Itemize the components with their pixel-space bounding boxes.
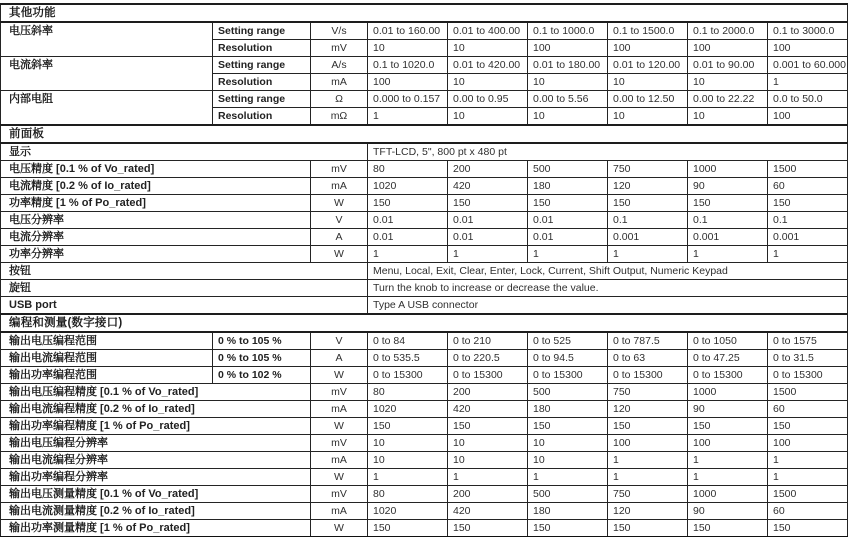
value-cell: 10 <box>688 108 768 126</box>
value-cell: 150 <box>608 195 688 212</box>
value-cell: 10 <box>528 452 608 469</box>
unit-cell: W <box>311 246 368 263</box>
row-label: 输出电压编程范围 <box>1 332 213 350</box>
value-cell: 0.01 <box>448 229 528 246</box>
value-cell: 0.01 to 90.00 <box>688 57 768 74</box>
value-cell: 0.00 to 0.95 <box>448 91 528 108</box>
unit-cell: mV <box>311 384 368 401</box>
value-cell: 150 <box>768 520 848 537</box>
row-label: 旋钮 <box>1 280 368 297</box>
value-cell: 1 <box>768 74 848 91</box>
section-title: 其他功能 <box>1 4 848 22</box>
row-subtype-label: Resolution <box>213 40 311 57</box>
row-label: 功率分辨率 <box>1 246 311 263</box>
value-cell: 0.01 to 160.00 <box>368 22 448 40</box>
row-label: 电流分辨率 <box>1 229 311 246</box>
value-cell: 1000 <box>688 384 768 401</box>
value-cell: 0.00 to 5.56 <box>528 91 608 108</box>
value-cell: TFT-LCD, 5", 800 pt x 480 pt <box>368 143 848 161</box>
value-cell: 750 <box>608 486 688 503</box>
value-cell: 150 <box>368 195 448 212</box>
value-cell: 90 <box>688 178 768 195</box>
value-cell: 1 <box>448 246 528 263</box>
value-cell: 150 <box>448 195 528 212</box>
row-label: 输出电流编程精度 [0.2 % of Io_rated] <box>1 401 311 418</box>
row-label: 内部电阻 <box>1 91 213 126</box>
row-label: 电压分辨率 <box>1 212 311 229</box>
unit-cell: mV <box>311 486 368 503</box>
value-cell: 0 to 1575 <box>768 332 848 350</box>
value-cell: 0 to 84 <box>368 332 448 350</box>
value-cell: 10 <box>608 74 688 91</box>
table-row <box>1 263 848 280</box>
row-subtype-label: Setting range <box>213 57 311 74</box>
table-row <box>1 367 848 384</box>
unit-cell: mV <box>311 161 368 178</box>
value-cell: 0.00 to 22.22 <box>688 91 768 108</box>
value-cell: 0.1 to 1020.0 <box>368 57 448 74</box>
table-row <box>1 469 848 486</box>
unit-cell: mA <box>311 178 368 195</box>
value-cell: 1 <box>768 452 848 469</box>
value-cell: 0 to 1050 <box>688 332 768 350</box>
value-cell: 1 <box>368 108 448 126</box>
value-cell: 0.001 to 60.000 <box>768 57 848 74</box>
value-cell: 150 <box>528 520 608 537</box>
value-cell: 1 <box>688 469 768 486</box>
value-cell: 90 <box>688 503 768 520</box>
section-header-row <box>1 314 848 332</box>
value-cell: 0.1 <box>608 212 688 229</box>
value-cell: 150 <box>528 418 608 435</box>
value-cell: 120 <box>608 401 688 418</box>
row-label: 输出电流编程分辨率 <box>1 452 311 469</box>
unit-cell: V <box>311 212 368 229</box>
row-label: USB port <box>1 297 368 315</box>
value-cell: 0 to 535.5 <box>368 350 448 367</box>
value-cell: 10 <box>368 435 448 452</box>
value-cell: 1 <box>528 469 608 486</box>
value-cell: 80 <box>368 384 448 401</box>
value-cell: 1 <box>608 469 688 486</box>
value-cell: 1500 <box>768 486 848 503</box>
value-cell: 1 <box>768 246 848 263</box>
table-row <box>1 452 848 469</box>
value-cell: 100 <box>368 74 448 91</box>
value-cell: 0 to 15300 <box>688 367 768 384</box>
value-cell: 150 <box>448 520 528 537</box>
value-cell: 180 <box>528 401 608 418</box>
value-cell: 100 <box>768 108 848 126</box>
unit-cell: mV <box>311 40 368 57</box>
value-cell: 0.000 to 0.157 <box>368 91 448 108</box>
value-cell: 750 <box>608 384 688 401</box>
value-cell: 1020 <box>368 178 448 195</box>
value-cell: 150 <box>768 418 848 435</box>
value-cell: 0.0 to 50.0 <box>768 91 848 108</box>
unit-cell: V <box>311 332 368 350</box>
value-cell: 1020 <box>368 401 448 418</box>
unit-cell: A <box>311 350 368 367</box>
value-cell: 0.01 to 120.00 <box>608 57 688 74</box>
value-cell: 90 <box>688 401 768 418</box>
value-cell: 0 to 15300 <box>768 367 848 384</box>
table-row <box>1 178 848 195</box>
value-cell: 100 <box>768 435 848 452</box>
row-label: 输出功率编程精度 [1 % of Po_rated] <box>1 418 311 435</box>
value-cell: 150 <box>688 195 768 212</box>
value-cell: 0 to 15300 <box>528 367 608 384</box>
value-cell: 10 <box>688 74 768 91</box>
value-cell: 0.01 to 180.00 <box>528 57 608 74</box>
value-cell: 150 <box>688 418 768 435</box>
value-cell: 0.1 <box>688 212 768 229</box>
table-row <box>1 161 848 178</box>
unit-cell: W <box>311 367 368 384</box>
unit-cell: mA <box>311 452 368 469</box>
section-title: 编程和测量(数字接口) <box>1 314 848 332</box>
spec-table-body <box>1 4 848 537</box>
value-cell: 1000 <box>688 486 768 503</box>
value-cell: 0.1 to 2000.0 <box>688 22 768 40</box>
value-cell: 1 <box>688 452 768 469</box>
row-subtype-label: 0 % to 105 % <box>213 332 311 350</box>
value-cell: Menu, Local, Exit, Clear, Enter, Lock, Current, Shift Output, Numeric Keypad <box>368 263 848 280</box>
value-cell: 1 <box>608 246 688 263</box>
section-header-row <box>1 125 848 143</box>
row-subtype-label: Resolution <box>213 74 311 91</box>
value-cell: 200 <box>448 384 528 401</box>
value-cell: 10 <box>528 435 608 452</box>
value-cell: 10 <box>448 74 528 91</box>
table-row <box>1 418 848 435</box>
unit-cell: A <box>311 229 368 246</box>
value-cell: 0.001 <box>688 229 768 246</box>
value-cell: 0.1 to 1000.0 <box>528 22 608 40</box>
value-cell: 150 <box>768 195 848 212</box>
value-cell: 1020 <box>368 503 448 520</box>
value-cell: 0 to 210 <box>448 332 528 350</box>
value-cell: 150 <box>368 418 448 435</box>
value-cell: 10 <box>528 108 608 126</box>
value-cell: 1 <box>688 246 768 263</box>
value-cell: 200 <box>448 486 528 503</box>
row-subtype-label: Setting range <box>213 91 311 108</box>
table-row <box>1 22 848 40</box>
value-cell: 0.1 to 1500.0 <box>608 22 688 40</box>
value-cell: 1 <box>608 452 688 469</box>
value-cell: 150 <box>688 520 768 537</box>
unit-cell: mA <box>311 401 368 418</box>
value-cell: 60 <box>768 503 848 520</box>
unit-cell: W <box>311 520 368 537</box>
value-cell: 420 <box>448 401 528 418</box>
table-row <box>1 229 848 246</box>
row-label: 显示 <box>1 143 368 161</box>
value-cell: 0 to 220.5 <box>448 350 528 367</box>
unit-cell: mΩ <box>311 108 368 126</box>
unit-cell: W <box>311 195 368 212</box>
value-cell: 80 <box>368 486 448 503</box>
row-label: 输出功率编程分辨率 <box>1 469 311 486</box>
unit-cell: mA <box>311 503 368 520</box>
value-cell: 100 <box>608 40 688 57</box>
table-row <box>1 332 848 350</box>
value-cell: 180 <box>528 503 608 520</box>
value-cell: 10 <box>448 108 528 126</box>
value-cell: 1 <box>368 469 448 486</box>
row-label: 电流精度 [0.2 % of Io_rated] <box>1 178 311 195</box>
value-cell: 10 <box>448 452 528 469</box>
row-label: 输出功率编程范围 <box>1 367 213 384</box>
value-cell: 150 <box>608 520 688 537</box>
value-cell: 0 to 63 <box>608 350 688 367</box>
table-row <box>1 91 848 108</box>
row-subtype-label: Resolution <box>213 108 311 126</box>
value-cell: 1 <box>448 469 528 486</box>
row-subtype-label: 0 % to 102 % <box>213 367 311 384</box>
value-cell: 0.01 <box>448 212 528 229</box>
row-label: 输出电压编程精度 [0.1 % of Vo_rated] <box>1 384 311 401</box>
unit-cell: Ω <box>311 91 368 108</box>
unit-cell: V/s <box>311 22 368 40</box>
value-cell: 0.01 <box>368 212 448 229</box>
value-cell: 1 <box>528 246 608 263</box>
value-cell: Turn the knob to increase or decrease the value. <box>368 280 848 297</box>
table-row <box>1 486 848 503</box>
table-row <box>1 435 848 452</box>
value-cell: 0.01 <box>368 229 448 246</box>
value-cell: 0.001 <box>608 229 688 246</box>
value-cell: 420 <box>448 503 528 520</box>
value-cell: 150 <box>608 418 688 435</box>
row-label: 输出电压编程分辨率 <box>1 435 311 452</box>
value-cell: 0.001 <box>768 229 848 246</box>
value-cell: 150 <box>368 520 448 537</box>
table-row <box>1 401 848 418</box>
value-cell: 0.01 to 420.00 <box>448 57 528 74</box>
table-row <box>1 143 848 161</box>
value-cell: 120 <box>608 178 688 195</box>
table-row <box>1 384 848 401</box>
value-cell: 10 <box>608 108 688 126</box>
unit-cell: mV <box>311 435 368 452</box>
unit-cell: mA <box>311 74 368 91</box>
value-cell: 0 to 15300 <box>448 367 528 384</box>
value-cell: 0 to 525 <box>528 332 608 350</box>
value-cell: 0 to 94.5 <box>528 350 608 367</box>
table-row <box>1 195 848 212</box>
row-subtype-label: 0 % to 105 % <box>213 350 311 367</box>
value-cell: 0 to 787.5 <box>608 332 688 350</box>
value-cell: 0.01 <box>528 229 608 246</box>
row-label: 电压斜率 <box>1 22 213 57</box>
value-cell: 100 <box>528 40 608 57</box>
value-cell: 1500 <box>768 384 848 401</box>
unit-cell: W <box>311 418 368 435</box>
section-title: 前面板 <box>1 125 848 143</box>
row-label: 输出电压测量精度 [0.1 % of Vo_rated] <box>1 486 311 503</box>
value-cell: 1 <box>768 469 848 486</box>
value-cell: 10 <box>528 74 608 91</box>
value-cell: 60 <box>768 178 848 195</box>
table-row <box>1 350 848 367</box>
value-cell: 420 <box>448 178 528 195</box>
section-header-row <box>1 4 848 22</box>
value-cell: 100 <box>688 40 768 57</box>
row-label: 功率精度 [1 % of Po_rated] <box>1 195 311 212</box>
row-label: 输出电流编程范围 <box>1 350 213 367</box>
value-cell: 750 <box>608 161 688 178</box>
value-cell: 0.00 to 12.50 <box>608 91 688 108</box>
table-row <box>1 520 848 537</box>
table-row <box>1 57 848 74</box>
table-row <box>1 212 848 229</box>
value-cell: 60 <box>768 401 848 418</box>
value-cell: 500 <box>528 486 608 503</box>
unit-cell: A/s <box>311 57 368 74</box>
value-cell: 0.1 <box>768 212 848 229</box>
value-cell: Type A USB connector <box>368 297 848 315</box>
table-row <box>1 246 848 263</box>
value-cell: 150 <box>448 418 528 435</box>
value-cell: 10 <box>368 40 448 57</box>
value-cell: 0 to 15300 <box>368 367 448 384</box>
value-cell: 0.01 <box>528 212 608 229</box>
value-cell: 100 <box>688 435 768 452</box>
value-cell: 0 to 47.25 <box>688 350 768 367</box>
value-cell: 1 <box>368 246 448 263</box>
table-row <box>1 280 848 297</box>
value-cell: 500 <box>528 161 608 178</box>
value-cell: 150 <box>528 195 608 212</box>
value-cell: 80 <box>368 161 448 178</box>
value-cell: 180 <box>528 178 608 195</box>
row-label: 电压精度 [0.1 % of Vo_rated] <box>1 161 311 178</box>
value-cell: 10 <box>448 435 528 452</box>
value-cell: 500 <box>528 384 608 401</box>
value-cell: 100 <box>608 435 688 452</box>
row-subtype-label: Setting range <box>213 22 311 40</box>
value-cell: 200 <box>448 161 528 178</box>
value-cell: 1500 <box>768 161 848 178</box>
value-cell: 100 <box>768 40 848 57</box>
value-cell: 10 <box>448 40 528 57</box>
row-label: 电流斜率 <box>1 57 213 91</box>
value-cell: 0.01 to 400.00 <box>448 22 528 40</box>
row-label: 按钮 <box>1 263 368 280</box>
value-cell: 0 to 31.5 <box>768 350 848 367</box>
value-cell: 0 to 15300 <box>608 367 688 384</box>
table-row <box>1 503 848 520</box>
row-label: 输出电流测量精度 [0.2 % of Io_rated] <box>1 503 311 520</box>
unit-cell: W <box>311 469 368 486</box>
table-row <box>1 297 848 315</box>
row-label: 输出功率测量精度 [1 % of Po_rated] <box>1 520 311 537</box>
value-cell: 10 <box>368 452 448 469</box>
value-cell: 1000 <box>688 161 768 178</box>
value-cell: 120 <box>608 503 688 520</box>
value-cell: 0.1 to 3000.0 <box>768 22 848 40</box>
specification-table <box>0 3 848 537</box>
